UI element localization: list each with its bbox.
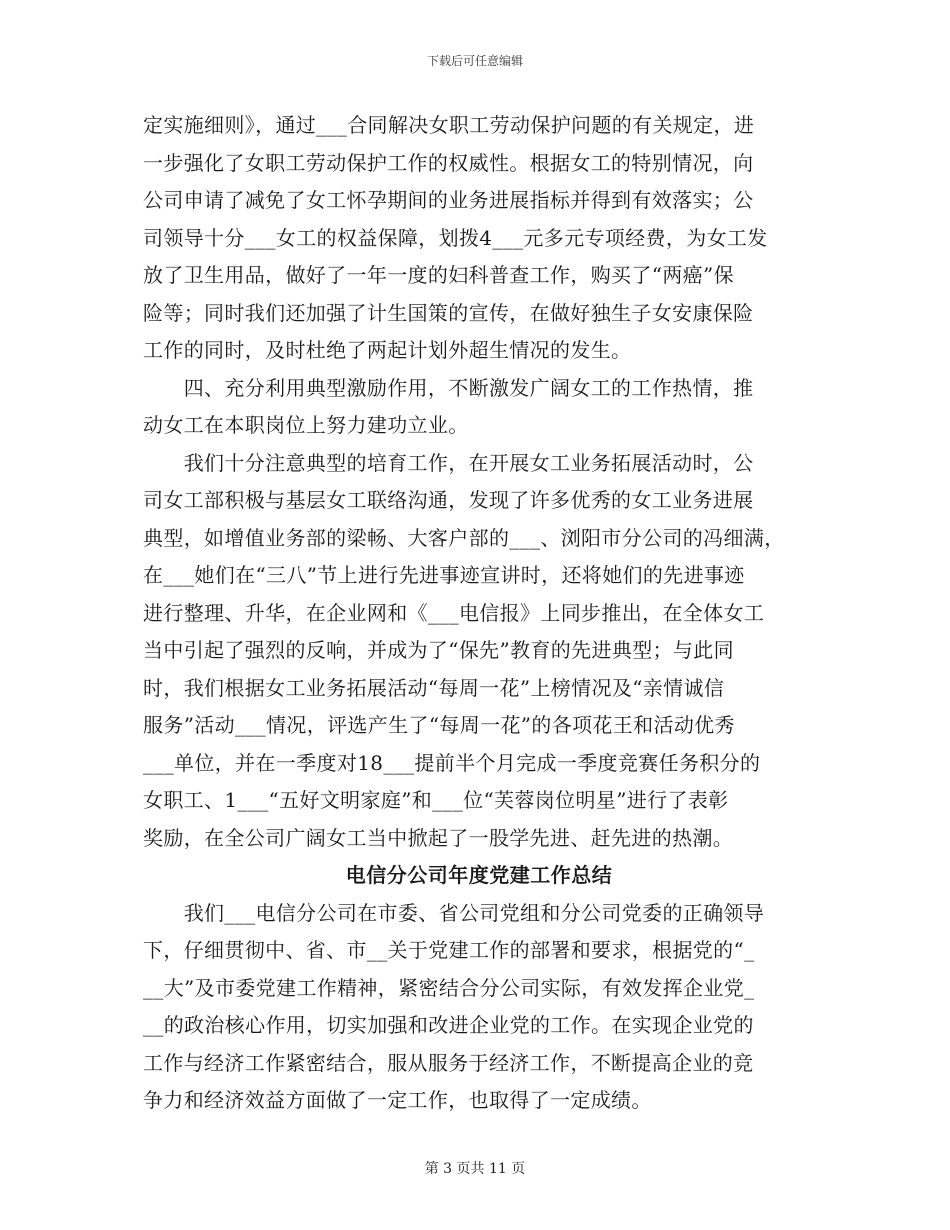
paragraph-line: 女职工、1___“五好文明家庭”和___位“芙蓉岗位明星”进行了表彰	[143, 788, 729, 812]
paragraph-line: 奖励，在全公司广阔女工当中掀起了一股学先进、赶先进的热潮。	[143, 825, 734, 850]
paragraph-line: 一步强化了女职工劳动保护工作的权威性。根据女工的特别情况，向	[143, 150, 754, 175]
paragraph-line: 动女工在本职岗位上努力建功立业。	[143, 413, 469, 437]
paragraph-line: 服务”活动___情况，评选产生了“每周一花”的各项花王和活动优秀	[143, 713, 735, 737]
paragraph-line: 我们___电信分公司在市委、省公司党组和分公司党委的正确领导	[143, 900, 765, 925]
paragraph-line: 当中引起了强烈的反响，并成为了“保先”教育的先进典型；与此同	[143, 638, 734, 662]
paragraph-line: 司女工部积极与基层女工联络沟通，发现了许多优秀的女工业务进展	[143, 488, 754, 512]
paragraph-line: ___单位，并在一季度对18___提前半个月完成一季度竞赛任务积分的	[143, 750, 761, 775]
paragraph-line: 四、充分利用典型激励作用，不断激发广阔女工的工作热情，推	[143, 375, 754, 400]
paragraph-line: 司领导十分___女工的权益保障，划拨4___元多元专项经费，为女工发	[143, 225, 768, 250]
paragraph-line: 放了卫生用品，做好了一年一度的妇科普查工作，购买了“两癌”保	[143, 263, 734, 287]
paragraph-line: 工作的同时，及时杜绝了两起计划外超生情况的发生。	[143, 338, 632, 362]
page-header: 下载后可任意编辑	[426, 54, 523, 68]
paragraph-line: 进行整理、升华，在企业网和《___电信报》上同步推出，在全体女工	[143, 600, 765, 625]
paragraph-line: 我们十分注意典型的培育工作，在开展女工业务拓展活动时，公	[143, 450, 754, 475]
page-footer: 第 3 页共 11 页	[424, 1161, 526, 1177]
paragraph-line: 定实施细则》，通过___合同解决女职工劳动保护问题的有关规定，进	[143, 113, 755, 137]
paragraph-line: __大”及市委党建工作精神，紧密结合分公司实际，有效发挥企业党_	[143, 975, 755, 1000]
paragraph-line: 工作与经济工作紧密结合，服从服务于经济工作，不断提高企业的竞	[143, 1050, 754, 1075]
paragraph-line: 典型，如增值业务部的梁畅、大客户部的___、浏阳市分公司的冯细满，	[143, 525, 785, 550]
paragraph-line: __的政治核心作用，切实加强和改进企业党的工作。在实现企业党的	[143, 1013, 754, 1037]
paragraph-line: 时，我们根据女工业务拓展活动“每周一花”上榜情况及“亲情诚信	[143, 675, 725, 700]
paragraph-line: 争力和经济效益方面做了一定工作，也取得了一定成绩。	[143, 1088, 652, 1112]
paragraph-line: 下，仔细贯彻中、省、市__关于党建工作的部署和要求，根据党的“_	[143, 938, 755, 962]
paragraph-line: 在___她们在“三八”节上进行先进事迹宣讲时，还将她们的先进事迹	[143, 563, 745, 587]
paragraph-line: 险等；同时我们还加强了计生国策的宣传，在做好独生子女安康保险	[143, 300, 754, 325]
section-title: 电信分公司年度党建工作总结	[345, 863, 613, 887]
document-body	[143, 107, 815, 1120]
paragraph-line: 公司申请了减免了女工怀孕期间的业务进展指标并得到有效落实；公	[143, 188, 754, 212]
